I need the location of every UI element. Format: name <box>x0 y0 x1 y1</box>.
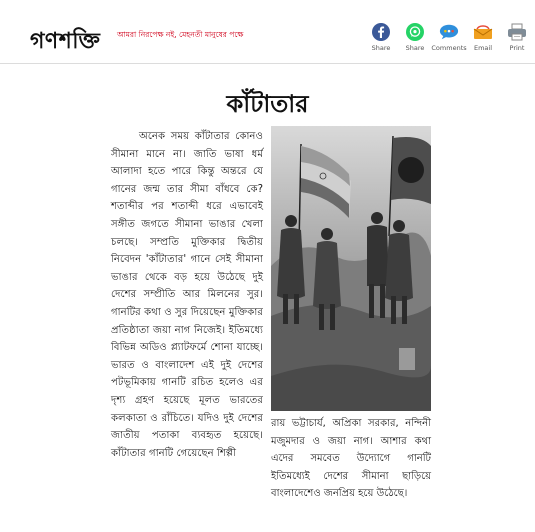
email-button[interactable] <box>468 22 498 52</box>
comments-icon <box>439 23 459 41</box>
site-header <box>0 0 535 64</box>
photo-singers-with-flags <box>271 126 431 411</box>
site-tagline: আমরা নিরপেক্ষ নই, মেহনতী মানুষের পক্ষে <box>117 30 244 39</box>
facebook-icon <box>372 23 390 41</box>
email-icon <box>473 23 493 41</box>
print-label: Print <box>509 44 525 52</box>
article-photo <box>271 126 431 411</box>
facebook-share-label: Share <box>371 44 391 52</box>
whatsapp-icon <box>406 23 424 41</box>
comments-button[interactable] <box>431 22 467 52</box>
article-body-text: অনেক সময় কাঁটাতার কোনও সীমানা মানে না। জাতি ভাষা ধর্ম আলাদা হতে পারে কিন্তু অন্তরে যে গানের জন্ম তার সীমা বাঁধবে কে? শতাব্দীর পর শতাব্দী ধরে এভাবেই সঙ্গীত জগতে সীমানা ভাঙার খেলা চলছে। সম্প্রতি মুক্তিকার দ্বিতীয় নিবেদন 'কাঁটাতার' গানে সেই সীমানা ভাঙার থেকে বড় হয়ে উঠেছে দুই দেশের সম্প্রীতি আর মিলনের সুর। গানটির কথা ও সুর দিয়েছেন মুক্তিকার প্রতিষ্ঠাতা জয়া নাগ নিজেই। ইতিমধ্যে বিভিন্ন অডিও প্ল্যাটফর্মে শোনা যাচ্ছে। ভারত ও বাংলাদেশ এই দুই দেশের পটভূমিকায় গানটি রচিত হলেও এর দৃশ্য গ্রহণ হয়েছে মূলত ভারতের কলকাতা ও রাঁচিতে। যদিও দুই দেশের জাতীয় পতাকা ব্যবহৃত হয়েছে। কাঁটাতার গানটি গেয়েছেন শিল্পী <box>111 131 263 459</box>
email-label: Email <box>473 44 493 52</box>
whatsapp-share-button[interactable] <box>400 22 430 52</box>
article-title: কাঁটাতার <box>226 89 309 118</box>
share-toolbar <box>366 22 532 52</box>
comments-label: Comments <box>431 44 467 52</box>
article-body <box>111 128 263 462</box>
whatsapp-share-label: Share <box>405 44 425 52</box>
site-logo[interactable]: গণশক্তি <box>30 28 101 54</box>
facebook-share-button[interactable] <box>366 22 396 52</box>
print-button[interactable] <box>502 22 532 52</box>
print-icon <box>507 23 527 41</box>
photo-caption-continued-text: রায় ভট্টাচার্য, অপ্রিকা সরকার, নন্দিনী মজুমদার ও জয়া নাগ। আশার কথা এদের সমবেত উদ্যোগে গানটি ইতিমধ্যেই দেশের সীমানা ছাড়িয়ে বাংলাদেশেও জনপ্রিয় হয়ে উঠেছে। <box>271 418 431 500</box>
